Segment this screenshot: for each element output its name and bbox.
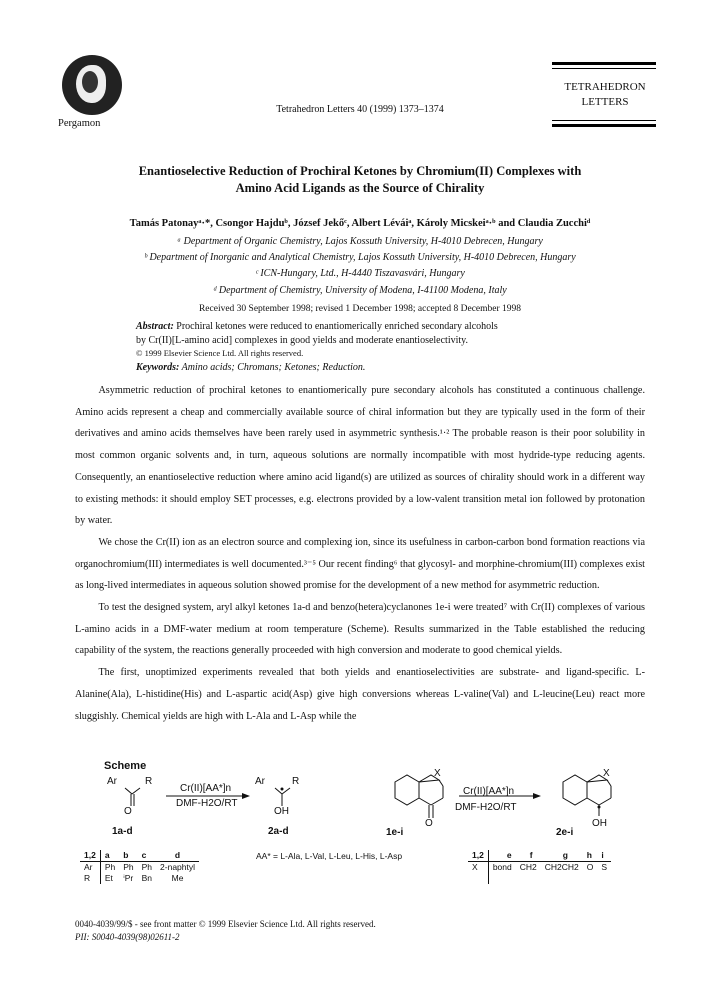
aryl-label: Ar [107,776,117,787]
footer-pii: PII: S0040-4039(98)02611-2 [75,932,180,942]
hydroxyl-label: OH [274,806,289,817]
body-text [75,380,645,727]
paper-title: Enantioselective Reduction of Prochiral Ketones by Chromium(II) Complexes with Amino Acid Ligands as the Source of Chirality [138,164,582,195]
x-label: X [434,768,441,779]
compound-label: 2a-d [268,826,289,837]
x-label: X [603,768,610,779]
oxygen-label: O [124,806,132,817]
aryl-label: Ar [255,776,265,787]
header-rule [552,120,656,121]
hydroxyl-label: OH [592,818,607,829]
copyright: © 1999 Elsevier Science Ltd. All rights reserved. [136,348,304,358]
affiliation: ᵈ Department of Chemistry, University of Modena, I-41100 Modena, Italy [213,285,507,296]
amino-acid-note: AA* = L-Ala, L-Val, L-Leu, L-His, L-Asp [256,851,403,861]
publisher-name: Pergamon [58,118,101,129]
header-rule [552,124,656,127]
footer-copyright: 0040-4039/99/$ - see front matter © 1999 Elsevier Science Ltd. All rights reserved. [75,919,376,929]
header-rule [552,68,656,69]
reagent-label: Cr(II)[AA*]n [463,786,515,797]
compound-label: 2e-i [556,827,574,838]
paragraph: Asymmetric reduction of prochiral ketones to enantiomerically pure secondary alcohols has constituted a continuous challenge. Amino acids represent a cheap and commercially available source of chiral information but they are typically used in the form of their derivatives and amino acids themselves have been rarely used in asymmetric synthesis.¹·² The probable reason is their poor solubility in most common organic solvents and, in turn, aqueous solutions are normally incompatible with most hydride-type reducing agents. Consequently, an enantioselective reduction where amino acid ligand(s) are utilized as sources of chirality should work in a different way to existing methods: it should employ SET processes, e.g. electrons provided by a low-valent transition metal ion followed by protonation by water. [75,385,645,527]
abstract: Abstract: Prochiral ketones were reduced to enantiomerically enriched secondary alcohols by Cr(II)[L-amino acid] complexes in good yields and moderate enantioselectivity. © 1999 Elsevier Science Ltd. All rights reserved. Keywords: Amino acids; Chromans; Ketones; Reduction. [136,320,606,374]
received-dates: Received 30 September 1998; revised 1 December 1998; accepted 8 December 1998 [198,304,522,314]
oxygen-label: O [425,818,433,829]
keywords-label: Keywords: [136,361,180,373]
affiliation: ᶜ ICN-Hungary, Ltd., H-4440 Tiszavasvári, Hungary [255,268,465,279]
paragraph: To test the designed system, aryl alkyl ketones 1a-d and benzo(hetera)cyclanones 1e-i were treated⁷ with Cr(II) complexes of various L-amino acids in a DMF-water medium at room temperature (Scheme). Results summarized in the Table established the reducing capability of the system, the reactions generally proceeded with high conversion and moderate to good chemical yields. [75,602,645,657]
authors: Tamás Patonayᵃ·*, Csongor Hajduᵇ, József Jekőᶜ, Albert Léváiᵃ, Károly Micskeiᵃ·ᵇ and Claudia Zucchiᵈ [129,218,591,229]
substituent-table-1: 1,2 a b c d Ar Ph Ph Ph 2-naphtyl R Et ⁱPr Bn Me [80,850,199,884]
conditions-label: DMF-H2O/RT [455,802,517,813]
header-rule [552,62,656,65]
affiliation: ᵇ Department of Inorganic and Analytical Chemistry, Lajos Kossuth University, H-4010 Debrecen, Hungary [144,252,576,263]
footer [75,918,376,944]
r-label: R [292,776,300,787]
compound-label: 1a-d [112,826,133,837]
paragraph: We chose the Cr(II) ion as an electron source and complexing ion, since its usefulness in carbon-carbon bond formation reactions via organochromium(III) intermediates is well documented.³⁻⁵ Our recent finding⁶ that glycosyl- and morphine-chromium(III) complexes exist as long-lived intermediates in aqueous solution showed promise for the development of a new method for asymmetric reduction. [75,536,645,592]
scheme-title: Scheme [104,760,147,772]
journal-name: TETRAHEDRON LETTERS [564,81,646,108]
citation: Tetrahedron Letters 40 (1999) 1373–1374 [276,104,444,115]
r-label: R [145,776,153,787]
conditions-label: DMF-H2O/RT [176,798,238,809]
substituent-table-2: 1,2 e f g h i X bond CH2 CH2CH2 O S [468,850,611,884]
abstract-label: Abstract: [136,321,174,332]
compound-label: 1e-i [386,827,404,838]
reagent-label: Cr(II)[AA*]n [180,783,232,794]
affiliation: ᵃ Department of Organic Chemistry, Lajos Kossuth University, H-4010 Debrecen, Hungary [177,236,543,247]
paragraph: The first, unoptimized experiments revealed that both yields and enantioselectivities are substrate- and ligand-specific. L-Alanine(Ala), L-histidine(His) and L-aspartic acid(Asp) give high conversions whereas L-valine(Val) and L-leucine(Leu) react more sluggishly. Chemical yields are high with L-Ala and L-Asp while the [75,667,645,722]
